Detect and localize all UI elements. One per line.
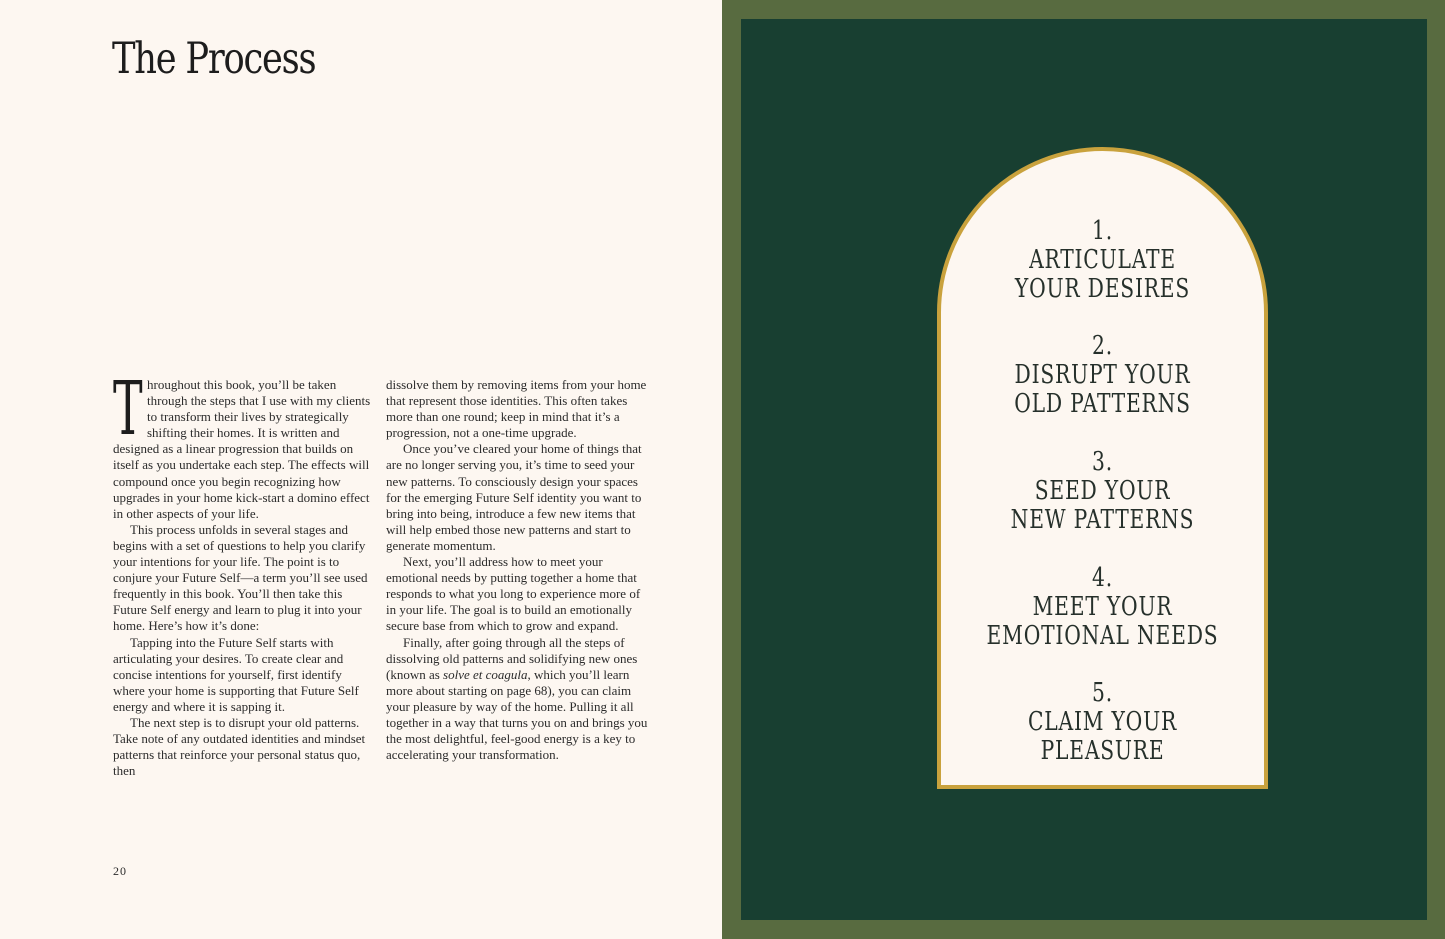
step-number: 3.	[1092, 447, 1113, 477]
paragraph-text: hroughout this book, you’ll be taken through the steps that I use with my clients to transform their lives by strategically shifting their homes. It is written and designed as a linear progression that builds on itself as you undertake each step. The effects will compound once you begin recognizing how upgrades in your home kick-start a domino effect in other aspects of your life.	[113, 377, 371, 521]
arch-frame	[937, 147, 1268, 789]
left-page	[0, 0, 722, 939]
step-4	[977, 564, 1229, 651]
step-3	[977, 448, 1229, 535]
step-number: 2.	[1092, 331, 1113, 361]
italic-term: solve et coagula	[443, 666, 528, 682]
step-line: EMOTIONAL NEEDS	[986, 621, 1219, 651]
step-2	[977, 332, 1229, 419]
step-line: OLD PATTERNS	[1014, 389, 1191, 419]
step-number: 1.	[1092, 216, 1113, 246]
step-line: ARTICULATE	[1029, 245, 1176, 275]
step-line: YOUR DESIRES	[1014, 274, 1191, 304]
step-number: 4.	[1092, 563, 1113, 593]
paragraph	[113, 366, 375, 522]
step-line: PLEASURE	[1040, 736, 1165, 766]
step-number: 5.	[1092, 678, 1113, 708]
paragraph: This process unfolds in several stages and begins with a set of questions to help you clarify your intentions for your life. The point is to conjure your Future Self—a term you’ll see used frequently in this book. You’ll then take this Future Self energy and learn to plug it into your home. Here’s how it’s done:	[113, 521, 368, 634]
right-page	[722, 0, 1445, 939]
paragraph: The next step is to disrupt your old patterns. Take note of any outdated identities and mindset patterns that reinforce your personal status quo, then	[113, 714, 366, 779]
page-number: 20	[113, 864, 127, 878]
step-1	[977, 217, 1229, 304]
text-column-1	[113, 366, 375, 779]
paragraph: Tapping into the Future Self starts with articulating your desires. To create clear and concise intentions for yourself, first identify where your home is supporting that Future Self energy and where it is sapping it.	[113, 634, 359, 714]
paragraph: dissolve them by removing items from your home that represent those identities. This often takes more than one round; keep in mind that it’s a progression, not a one-time upgrade.	[386, 377, 647, 441]
step-5	[977, 679, 1229, 766]
step-line: SEED YOUR	[1034, 476, 1171, 506]
step-line: CLAIM YOUR	[1027, 707, 1178, 737]
paragraph-text: , which you’ll learn more about starting on page 68), you can claim your pleasure by way of the home. Pulling it all together in a way that turns you on and brings you the most delightful, feel-good energy is a key to accelerating your transformation.	[386, 666, 648, 763]
green-panel	[741, 19, 1427, 920]
drop-cap: T	[113, 366, 143, 452]
step-line: DISRUPT YOUR	[1014, 360, 1191, 390]
text-column-2	[386, 377, 648, 763]
paragraph-text: Finally, after going through all the steps of dissolving old patterns and solidifying new ones (known as	[386, 634, 638, 682]
page-title: The Process	[112, 34, 316, 84]
paragraph: Once you’ve cleared your home of things that are no longer serving you, it’s time to seed your new patterns. To consciously design your spaces for the emerging Future Self identity you want to bring into being, introduce a few new items that will help embed those new patterns and start to generate momentum.	[386, 441, 642, 553]
step-line: MEET YOUR	[1032, 592, 1173, 622]
paragraph	[386, 635, 648, 764]
paragraph: Next, you’ll address how to meet your emotional needs by putting together a home that responds to what you long to experience more of in your life. The goal is to build an emotionally secure base from which to grow and expand.	[386, 554, 641, 634]
step-line: NEW PATTERNS	[1010, 505, 1195, 535]
